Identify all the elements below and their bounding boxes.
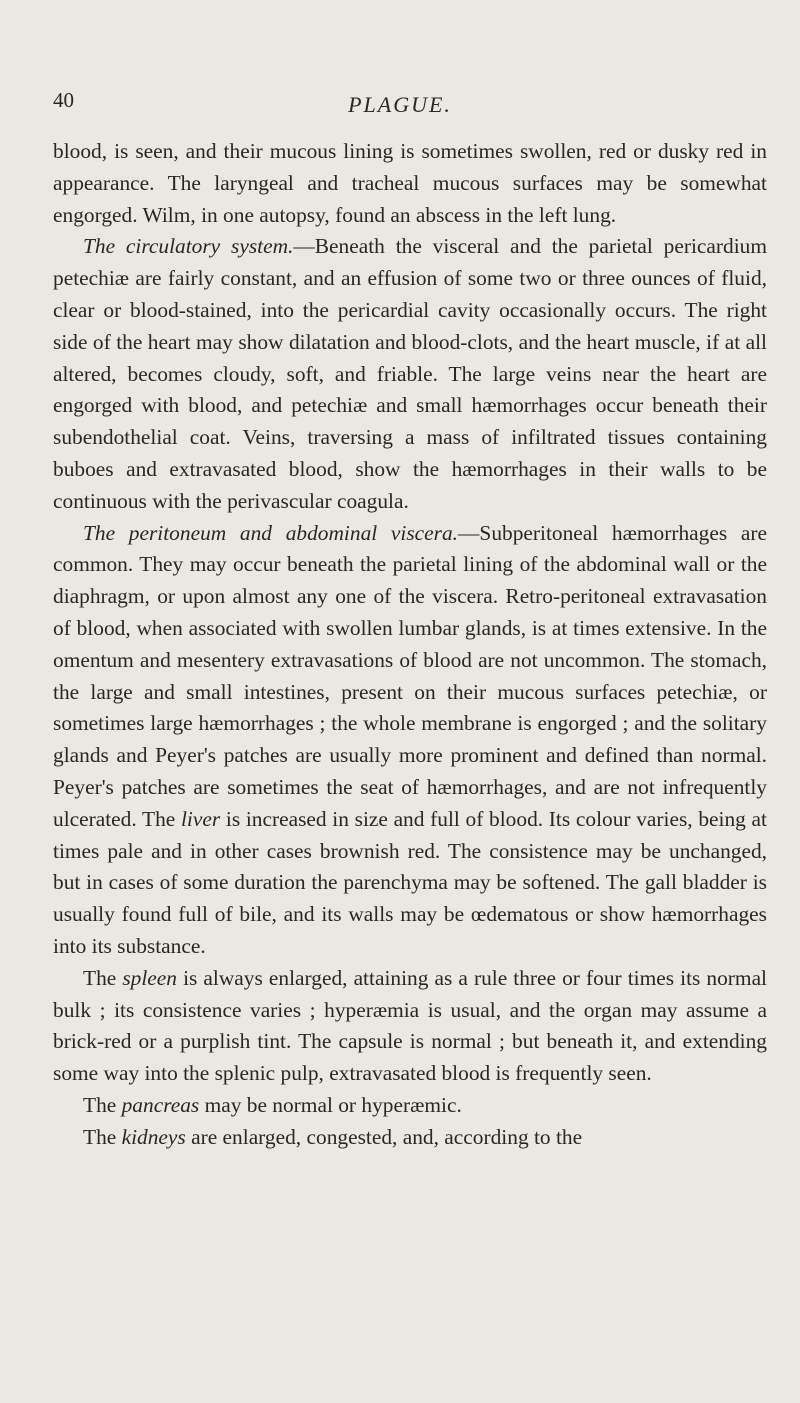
paragraph-kidneys [53,1122,767,1154]
text-run: are enlarged, congested, and, according to the [185,1124,583,1149]
text-run: The [83,965,123,990]
paragraph-circulatory [53,231,767,517]
body-text [53,136,767,1154]
section-heading: The peritoneum and abdominal viscera. [83,520,459,545]
section-heading: The circulatory system. [83,234,294,259]
organ-term: liver [180,806,221,831]
paragraph-respiratory [53,136,767,231]
page-number: 40 [53,88,74,112]
paragraph-peritoneum [53,518,767,963]
text-run: The [83,1092,122,1117]
paragraph-spleen [53,963,767,1090]
text-run: The [83,1124,122,1149]
text-run: is increased in size and full of blood. Its colour varies, being at times pale and in other cases brownish red. The consistence may be unchanged, but in cases of some duration the parenchyma may be softened. The gall bladder is usually found full of bile, and its walls may be œdematous or show hæmorrhages into its substance. [53,806,767,958]
text-run: may be normal or hyperæmic. [199,1092,462,1117]
organ-term: pancreas [121,1092,200,1117]
text-run: is always enlarged, attaining as a rule three or four times its normal bulk ; its consistence varies ; hyperæmia is usual, and the organ may assume a brick-red or a purplish tint. The capsule is normal ; but beneath it, and extending some way into the splenic pulp, extravasated blood is frequently seen. [53,965,768,1086]
organ-term: kidneys [121,1124,186,1149]
text-run: —Subperitoneal hæmorrhages are common. They may occur beneath the parietal lining of the abdominal wall or the diaphragm, or upon almost any one of the viscera. Retro-peritoneal extravasation of blood, when associated with swollen lumbar glands, is at times extensive. In the omentum and mesentery extravasations of blood are not uncommon. The stomach, the large and small intestines, present on their mucous surfaces petechiæ, or sometimes large hæmorrhages ; the whole membrane is engorged ; and the solitary glands and Peyer's patches are usually more prominent and defined than normal. Peyer's patches are sometimes the seat of hæmorrhages, and are not infrequently ulcerated. The [53,520,767,831]
text-run: —Beneath the visceral and the parietal pericardium petechiæ are fairly constant, and an effusion of some two or three ounces of fluid, clear or blood-stained, into the pericardial cavity occasionally occurs. The right side of the heart may show dilatation and blood-clots, and the heart muscle, if at all altered, becomes cloudy, soft, and friable. The large veins near the heart are engorged with blood, and petechiæ and small hæmorrhages occur beneath their subendothelial coat. Veins, traversing a mass of infiltrated tissues containing buboes and extravasated blood, show the hæmorrhages in their walls to be continuous with the perivascular coagula. [53,234,767,513]
paragraph-pancreas [53,1090,767,1122]
running-title: PLAGUE. [348,92,452,117]
organ-term: spleen [122,965,177,990]
text-run: blood, is seen, and their mucous lining is sometimes swollen, red or dusky red in appearance. The laryngeal and tracheal mucous surfaces may be somewhat engorged. Wilm, in one autopsy, found an abscess in the left lung. [53,139,767,227]
